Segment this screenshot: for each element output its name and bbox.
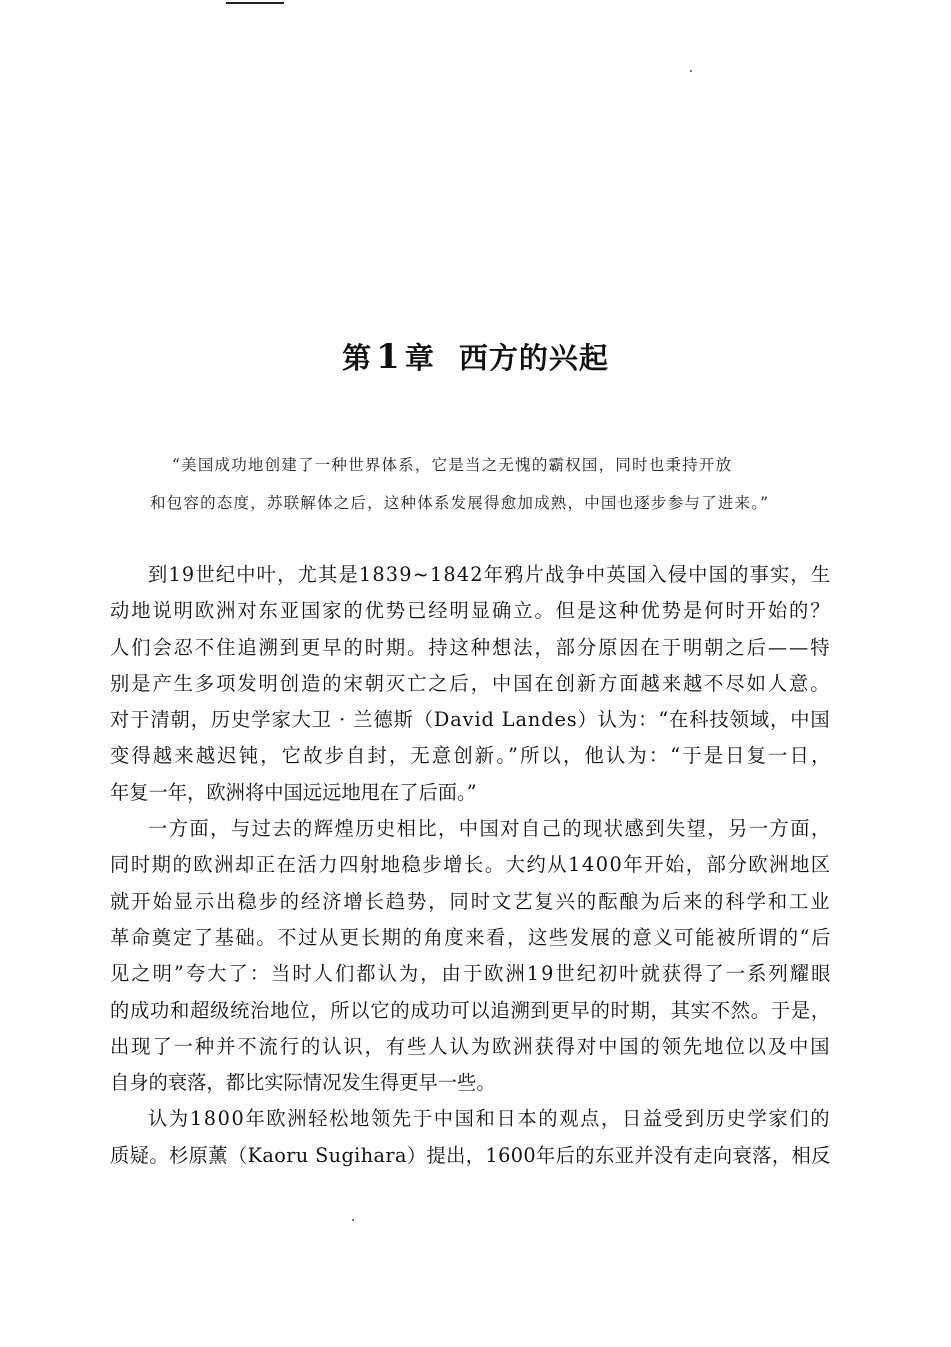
epigraph-line: “美国成功地创建了一种世界体系，它是当之无愧的霸权国，同时也秉持开放: [172, 456, 733, 474]
chapter-number: 1: [376, 337, 401, 377]
body-text-line: 别是产生多项发明创造的宋朝灭亡之后，中国在创新方面越来越不尽如人意。: [110, 671, 832, 695]
body-text-line: 到19世纪中叶，尤其是1839~1842年鸦片战争中英国入侵中国的事实，生: [148, 563, 832, 586]
body-text-line: 变得越来越迟钝，它故步自封，无意创新。”所以，他认为：“于是日复一日，: [110, 744, 833, 768]
body-text-line: 就开始显示出稳步的经济增长趋势，同时文艺复兴的酝酿为后来的科学和工业: [110, 889, 832, 913]
epigraph-line: 和包容的态度，苏联解体之后，这种体系发展得愈加成熟，中国也逐步参与了进来。”: [150, 494, 770, 512]
body-text-line: 一方面，与过去的辉煌历史相比，中国对自己的现状感到失望，另一方面，: [148, 817, 832, 841]
body-text-line: 认为1800年欧洲轻松地领先于中国和日本的观点，日益受到历史学家们的: [148, 1107, 832, 1131]
body-text-line: 动地说明欧洲对东亚国家的优势已经明显确立。但是这种优势是何时开始的？: [110, 599, 832, 623]
body-text-line: 人们会忍不住追溯到更早的时期。持这种想法，部分原因在于明朝之后——特: [110, 635, 832, 659]
body-text-line: 自身的衰落，都比实际情况发生得更早一些。: [110, 1071, 496, 1095]
body-paragraphs: [110, 557, 833, 1174]
body-text-line: 同时期的欧洲却正在活力四射地稳步增长。大约从1400年开始，部分欧洲地区: [110, 853, 832, 877]
top-rule: [226, 2, 284, 4]
epigraph-quote: [150, 446, 830, 522]
body-text-line: 革命奠定了基础。不过从更长期的角度来看，这些发展的意义可能被所谓的“后: [110, 925, 833, 949]
body-text-line: 对于清朝，历史学家大卫 · 兰德斯（David Landes）认为：“在科技领域，中国: [110, 708, 831, 732]
body-text-line: 的成功和超级统治地位，所以它的成功可以追溯到更早的时期，其实不然。于是，: [110, 998, 831, 1022]
scan-speck: [352, 1219, 354, 1221]
body-text-line: 年复一年，欧洲将中国远远地甩在了后面。”: [110, 780, 477, 804]
chapter-prefix: 第: [342, 341, 373, 375]
chapter-suffix: 章: [404, 341, 435, 375]
chapter-title-text: 西方的兴起: [458, 341, 609, 375]
body-text-line: 见之明”夸大了：当时人们都认为，由于欧洲19世纪初叶就获得了一系列耀眼: [110, 962, 833, 986]
body-text-line: 出现了一种并不流行的认识，有些人认为欧洲获得对中国的领先地位以及中国: [110, 1034, 832, 1058]
body-text-line: 质疑。杉原薰（Kaoru Sugihara）提出，1600年后的东亚并没有走向衰落，相反: [110, 1143, 831, 1167]
scan-speck: [690, 70, 692, 72]
chapter-heading: [0, 336, 951, 377]
